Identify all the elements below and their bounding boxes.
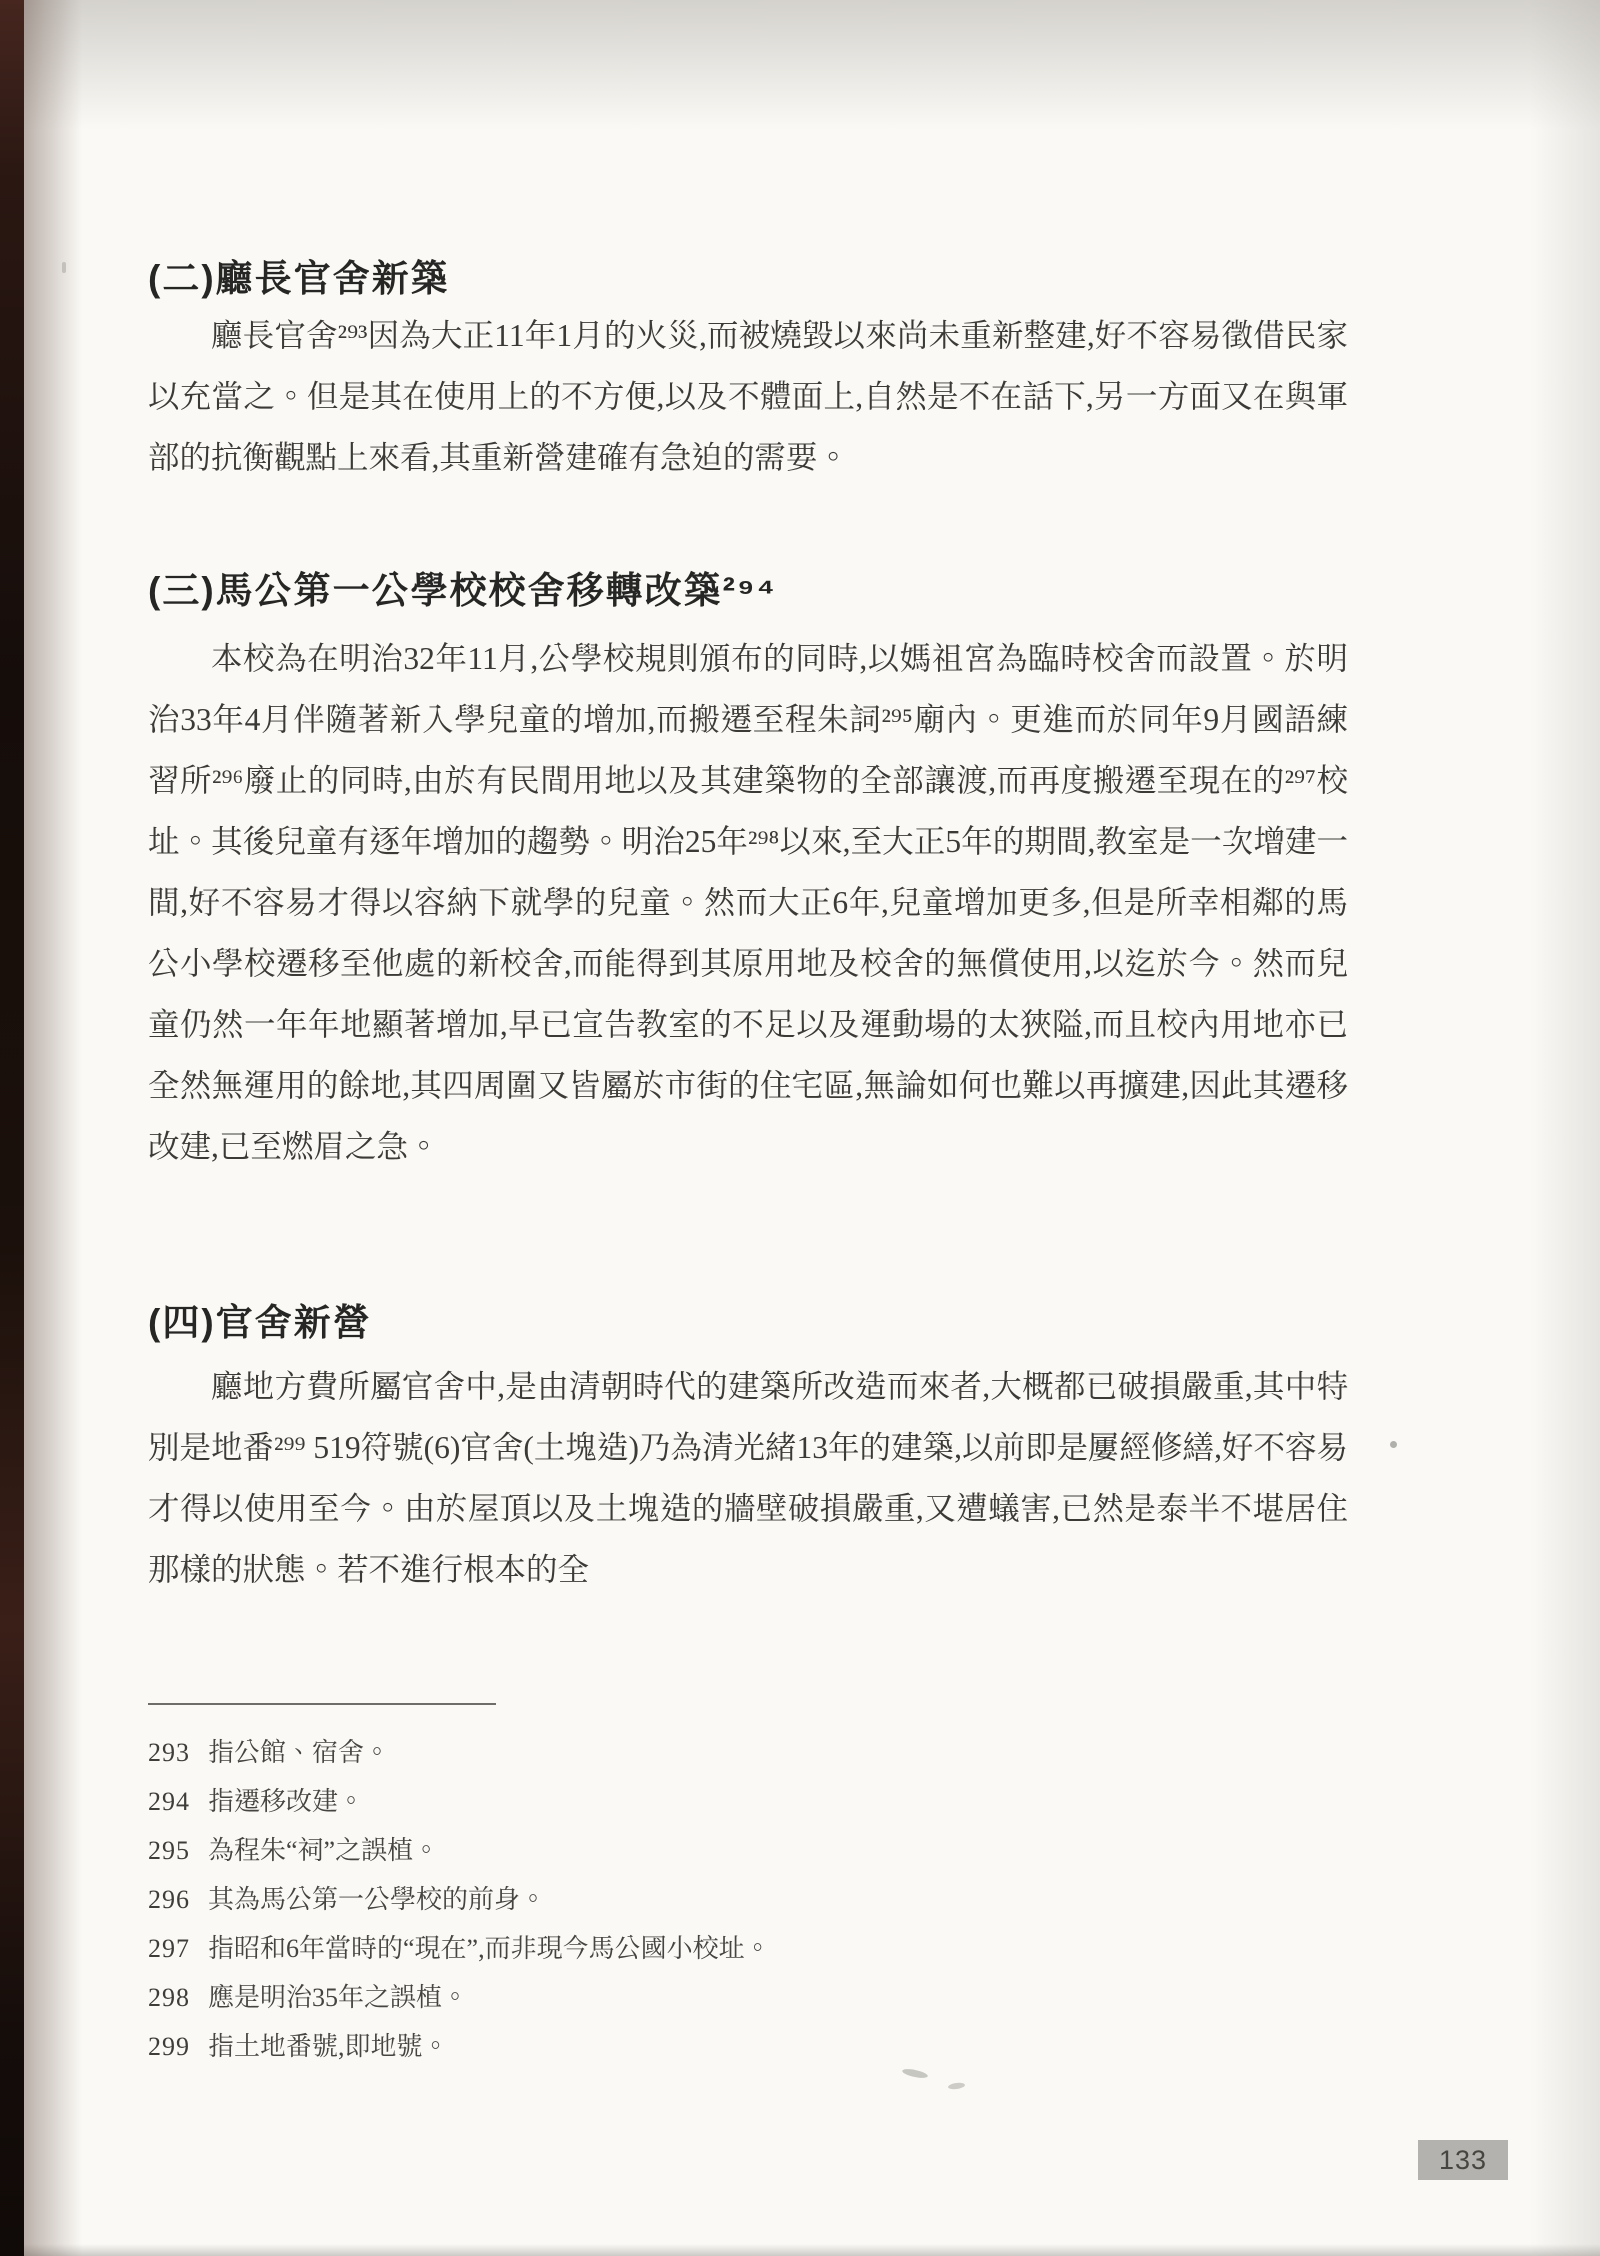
footnote-number: 299	[148, 2032, 190, 2061]
footnote-item-297	[148, 1924, 1348, 1973]
section-heading-3: (三)馬公第一公學校校舍移轉改築²⁹⁴	[148, 570, 777, 611]
section-2-paragraph: 廳長官舍²⁹³因為大正11年1月的火災,而被燒毀以來尚未重新整建,好不容易徵借民家以充當之。但是其在使用上的不方便,以及不體面上,自然是不在話下,另一方面又在與軍部的抗衡觀點上來看,其重新營建確有急迫的需要。	[148, 318, 1348, 475]
section-heading-2: (二)廳長官舍新築	[148, 258, 450, 299]
footnotes-block	[148, 1728, 1348, 2071]
footnote-text: 應是明治35年之誤植。	[208, 1983, 469, 2012]
footnote-number: 296	[148, 1885, 190, 1914]
page-content	[148, 0, 1348, 2256]
footnote-number: 294	[148, 1787, 190, 1816]
scan-edge-bottom-shadow	[0, 2244, 1600, 2256]
scan-edge-top-shadow	[0, 0, 1600, 130]
footnote-item-293	[148, 1728, 1348, 1777]
footnote-text: 其為馬公第一公學校的前身。	[208, 1885, 547, 1914]
footnote-number: 298	[148, 1983, 190, 2012]
footnote-text: 指遷移改建。	[208, 1787, 365, 1816]
footnote-number: 297	[148, 1934, 190, 1963]
footnote-item-295	[148, 1826, 1348, 1875]
footnote-text: 指公館、宿舍。	[208, 1738, 391, 1767]
footnote-item-298	[148, 1973, 1348, 2022]
section-4-paragraph: 廳地方費所屬官舍中,是由清朝時代的建築所改造而來者,大概都已破損嚴重,其中特別是地番²⁹⁹ 519符號(6)官舍(土塊造)乃為清光緒13年的建築,以前即是屢經修繕,好不容易才得以使用至今。由於屋頂以及土塊造的牆壁破損嚴重,又遭蟻害,已然是泰半不堪居住那樣的狀態。若不進行根本的全	[148, 1369, 1348, 1587]
scan-speck	[1390, 1441, 1397, 1448]
footnote-number: 293	[148, 1738, 190, 1767]
scan-edge-left-dark-band	[0, 0, 24, 2256]
scan-edge-right-shadow	[1530, 0, 1600, 2256]
footnote-item-299	[148, 2022, 1348, 2071]
page-number-badge: 133	[1418, 2140, 1508, 2180]
footnote-number: 295	[148, 1836, 190, 1865]
footnote-text: 為程朱“祠”之誤植。	[208, 1836, 440, 1865]
section-heading-4: (四)官舍新營	[148, 1302, 372, 1343]
footnote-text: 指土地番號,即地號。	[208, 2032, 449, 2061]
footnote-item-296	[148, 1875, 1348, 1924]
scan-edge-left-shadow	[24, 0, 82, 2256]
section-3-paragraph: 本校為在明治32年11月,公學校規則頒布的同時,以媽祖宮為臨時校舍而設置。於明治33年4月伴隨著新入學兒童的增加,而搬遷至程朱詞²⁹⁵廟內。更進而於同年9月國語練習所²⁹⁶廢止的同時,由於有民間用地以及其建築物的全部讓渡,而再度搬遷至現在的²⁹⁷校址。其後兒童有逐年增加的趨勢。明治25年²⁹⁸以來,至大正5年的期間,教室是一次增建一間,好不容易才得以容納下就學的兒童。然而大正6年,兒童增加更多,但是所幸相鄰的馬公小學校遷移至他處的新校舍,而能得到其原用地及校舍的無償使用,以迄於今。然而兒童仍然一年年地顯著增加,早已宣告教室的不足以及運動場的太狹隘,而且校內用地亦已全然無運用的餘地,其四周圍又皆屬於市街的住宅區,無論如何也難以再擴建,因此其遷移改建,已至燃眉之急。	[148, 641, 1348, 1164]
footnote-item-294	[148, 1777, 1348, 1826]
footnote-text: 指昭和6年當時的“現在”,而非現今馬公國小校址。	[208, 1934, 771, 1963]
footnote-separator-rule	[148, 1703, 496, 1705]
